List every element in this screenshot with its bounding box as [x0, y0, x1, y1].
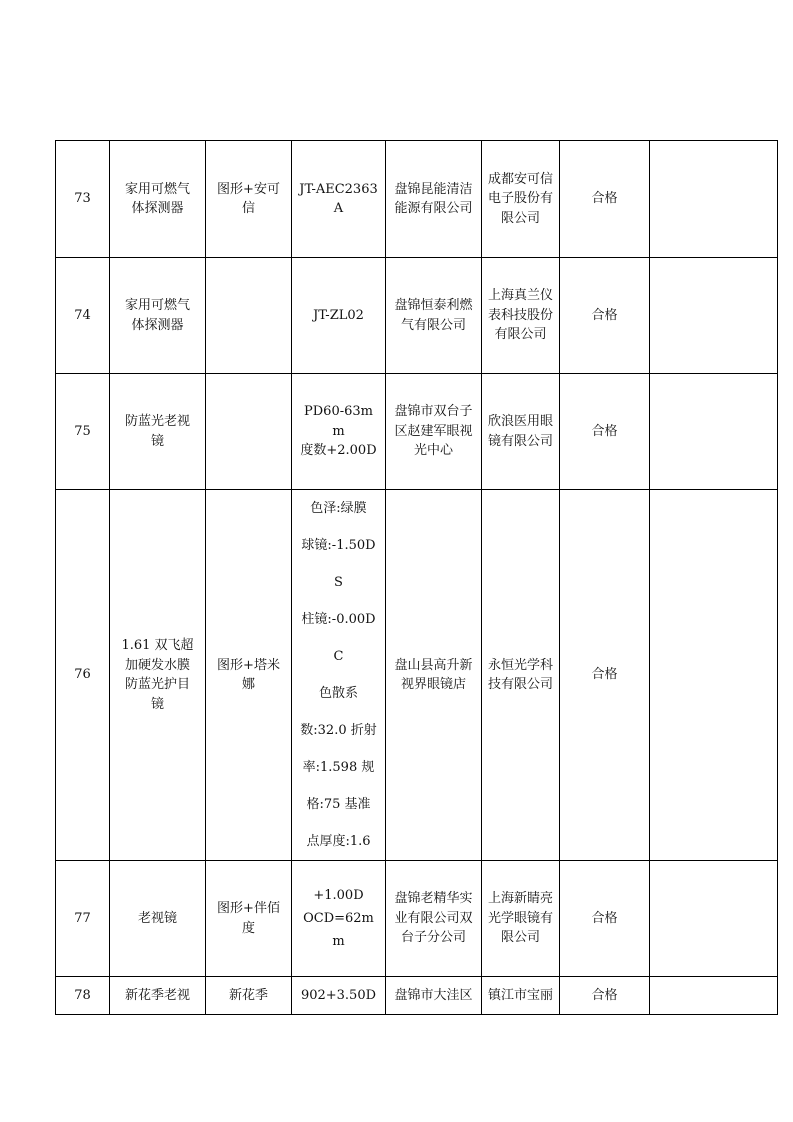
- manufacturer-line: 镇江市宝丽: [488, 987, 554, 1003]
- specification-line: 数:32.0 折射: [300, 723, 377, 738]
- seller-line: 盘锦恒泰利燃: [394, 298, 473, 313]
- specification-cell: [292, 374, 386, 490]
- result-text: 合格: [591, 307, 618, 323]
- product-name-line: 新花季老视: [124, 987, 190, 1003]
- specification-line: 度数+2.00D: [300, 443, 377, 459]
- item-number-text: 75: [74, 423, 91, 439]
- specification-line: OCD=62mm: [303, 911, 374, 949]
- product-name-line: 体探测器: [131, 201, 184, 216]
- brand-cell: [206, 141, 292, 258]
- result-text: 合格: [591, 423, 618, 439]
- product-name-cell: [110, 258, 206, 374]
- manufacturer-line: 电子股份有: [488, 191, 554, 207]
- product-name-cell: [110, 977, 206, 1015]
- manufacturer-line: 技有限公司: [488, 677, 554, 692]
- result-cell: [560, 490, 650, 861]
- seller-line: 光中心: [413, 443, 453, 459]
- product-name-line: 1.61 双飞超: [121, 638, 194, 653]
- seller-line: 视界眼镜店: [400, 677, 466, 692]
- seller-line: 盘锦市大洼区: [394, 987, 473, 1003]
- specification-cell: [292, 861, 386, 977]
- manufacturer-line: 光学眼镜有: [488, 910, 554, 926]
- item-number-cell: [56, 258, 110, 374]
- specification-line: JT-ZL02: [313, 307, 364, 323]
- seller-line: 台子分公司: [400, 930, 466, 946]
- seller-cell: [386, 141, 482, 258]
- product-name-line: 加硬发水膜: [124, 657, 190, 673]
- remarks-cell: [650, 141, 778, 258]
- seller-line: 盘锦昆能清洁: [394, 181, 473, 197]
- seller-cell: [386, 861, 482, 977]
- product-name-line: 镜: [150, 433, 164, 449]
- seller-line: 盘锦市双台子: [394, 404, 473, 420]
- specification-line: JT-AEC2363A: [299, 181, 378, 216]
- product-inspection-table: [55, 140, 778, 1015]
- item-number-text: 78: [74, 987, 91, 1003]
- brand-cell: [206, 490, 292, 861]
- product-name-line: 老视镜: [137, 910, 177, 926]
- result-cell: [560, 258, 650, 374]
- result-cell: [560, 861, 650, 977]
- brand-text: 图形+伴佰度: [217, 901, 280, 936]
- specification-cell: [292, 141, 386, 258]
- item-number-cell: [56, 490, 110, 861]
- product-name-cell: [110, 861, 206, 977]
- seller-line: 业有限公司双: [394, 910, 473, 926]
- result-cell: [560, 374, 650, 490]
- specification-line: 色散系: [318, 686, 358, 701]
- manufacturer-line: 表科技股份: [488, 307, 554, 323]
- specification-line: 格:75 基准: [306, 797, 371, 812]
- table-row: [56, 374, 778, 490]
- item-number-text: 76: [74, 667, 91, 683]
- brand-text: 图形+安可信: [217, 181, 280, 216]
- seller-line: 气有限公司: [400, 317, 466, 333]
- brand-cell: [206, 861, 292, 977]
- item-number-text: 74: [74, 307, 91, 323]
- manufacturer-line: 限公司: [500, 210, 540, 226]
- product-name-cell: [110, 490, 206, 861]
- table-row: [56, 141, 778, 258]
- item-number-cell: [56, 977, 110, 1015]
- manufacturer-line: 上海真兰仪: [488, 288, 554, 304]
- result-text: 合格: [591, 667, 618, 683]
- brand-cell: [206, 258, 292, 374]
- product-name-line: 防蓝光护目: [124, 677, 190, 692]
- product-name-line: 体探测器: [131, 317, 184, 333]
- item-number-text: 73: [74, 191, 91, 207]
- table-row: [56, 490, 778, 861]
- specification-line: 色泽:绿膜: [310, 501, 367, 516]
- manufacturer-cell: [482, 374, 560, 490]
- specification-line: 球镜:-1.50DS: [301, 538, 376, 590]
- result-text: 合格: [591, 910, 618, 926]
- seller-line: 能源有限公司: [394, 201, 473, 216]
- product-name-line: 家用可燃气: [124, 181, 190, 197]
- remarks-cell: [650, 490, 778, 861]
- specification-line: +1.00D: [313, 888, 364, 903]
- manufacturer-cell: [482, 490, 560, 861]
- result-text: 合格: [591, 987, 618, 1003]
- table-row: [56, 258, 778, 374]
- product-name-cell: [110, 141, 206, 258]
- remarks-cell: [650, 861, 778, 977]
- seller-cell: [386, 490, 482, 861]
- brand-text: 新花季: [228, 987, 268, 1003]
- manufacturer-line: 永恒光学科: [488, 657, 554, 673]
- seller-cell: [386, 977, 482, 1015]
- seller-line: 区赵建军眼视: [394, 423, 473, 439]
- item-number-cell: [56, 861, 110, 977]
- specification-line: 柱镜:-0.00DC: [301, 612, 376, 664]
- manufacturer-line: 上海新睛亮: [488, 891, 554, 907]
- manufacturer-cell: [482, 258, 560, 374]
- manufacturer-line: 限公司: [500, 930, 540, 946]
- remarks-cell: [650, 374, 778, 490]
- specification-line: 点厚度:1.6: [306, 834, 371, 849]
- manufacturer-cell: [482, 861, 560, 977]
- manufacturer-line: 有限公司: [494, 327, 547, 343]
- item-number-cell: [56, 374, 110, 490]
- result-text: 合格: [591, 191, 618, 207]
- seller-line: 盘锦老精华实: [394, 891, 473, 907]
- seller-cell: [386, 374, 482, 490]
- brand-text: 图形+塔米娜: [217, 657, 280, 692]
- result-cell: [560, 141, 650, 258]
- seller-cell: [386, 258, 482, 374]
- specification-line: PD60-63mm: [304, 404, 373, 439]
- table-row: [56, 977, 778, 1015]
- specification-cell: [292, 490, 386, 861]
- product-name-line: 镜: [150, 696, 164, 712]
- brand-cell: [206, 977, 292, 1015]
- product-name-line: 防蓝光老视: [124, 414, 190, 429]
- remarks-cell: [650, 258, 778, 374]
- specification-cell: [292, 977, 386, 1015]
- brand-cell: [206, 374, 292, 490]
- manufacturer-line: 镜有限公司: [488, 433, 554, 449]
- specification-line: 902+3.50D: [300, 987, 377, 1003]
- manufacturer-cell: [482, 977, 560, 1015]
- manufacturer-line: 欣浪医用眼: [488, 414, 554, 429]
- seller-line: 盘山县高升新: [394, 657, 473, 673]
- product-name-cell: [110, 374, 206, 490]
- result-cell: [560, 977, 650, 1015]
- table-body: [56, 141, 778, 1015]
- remarks-cell: [650, 977, 778, 1015]
- manufacturer-line: 成都安可信: [488, 171, 554, 187]
- specification-cell: [292, 258, 386, 374]
- manufacturer-cell: [482, 141, 560, 258]
- specification-line: 率:1.598 规: [302, 760, 375, 775]
- product-name-line: 家用可燃气: [124, 298, 190, 313]
- item-number-cell: [56, 141, 110, 258]
- item-number-text: 77: [74, 910, 91, 926]
- table-row: [56, 861, 778, 977]
